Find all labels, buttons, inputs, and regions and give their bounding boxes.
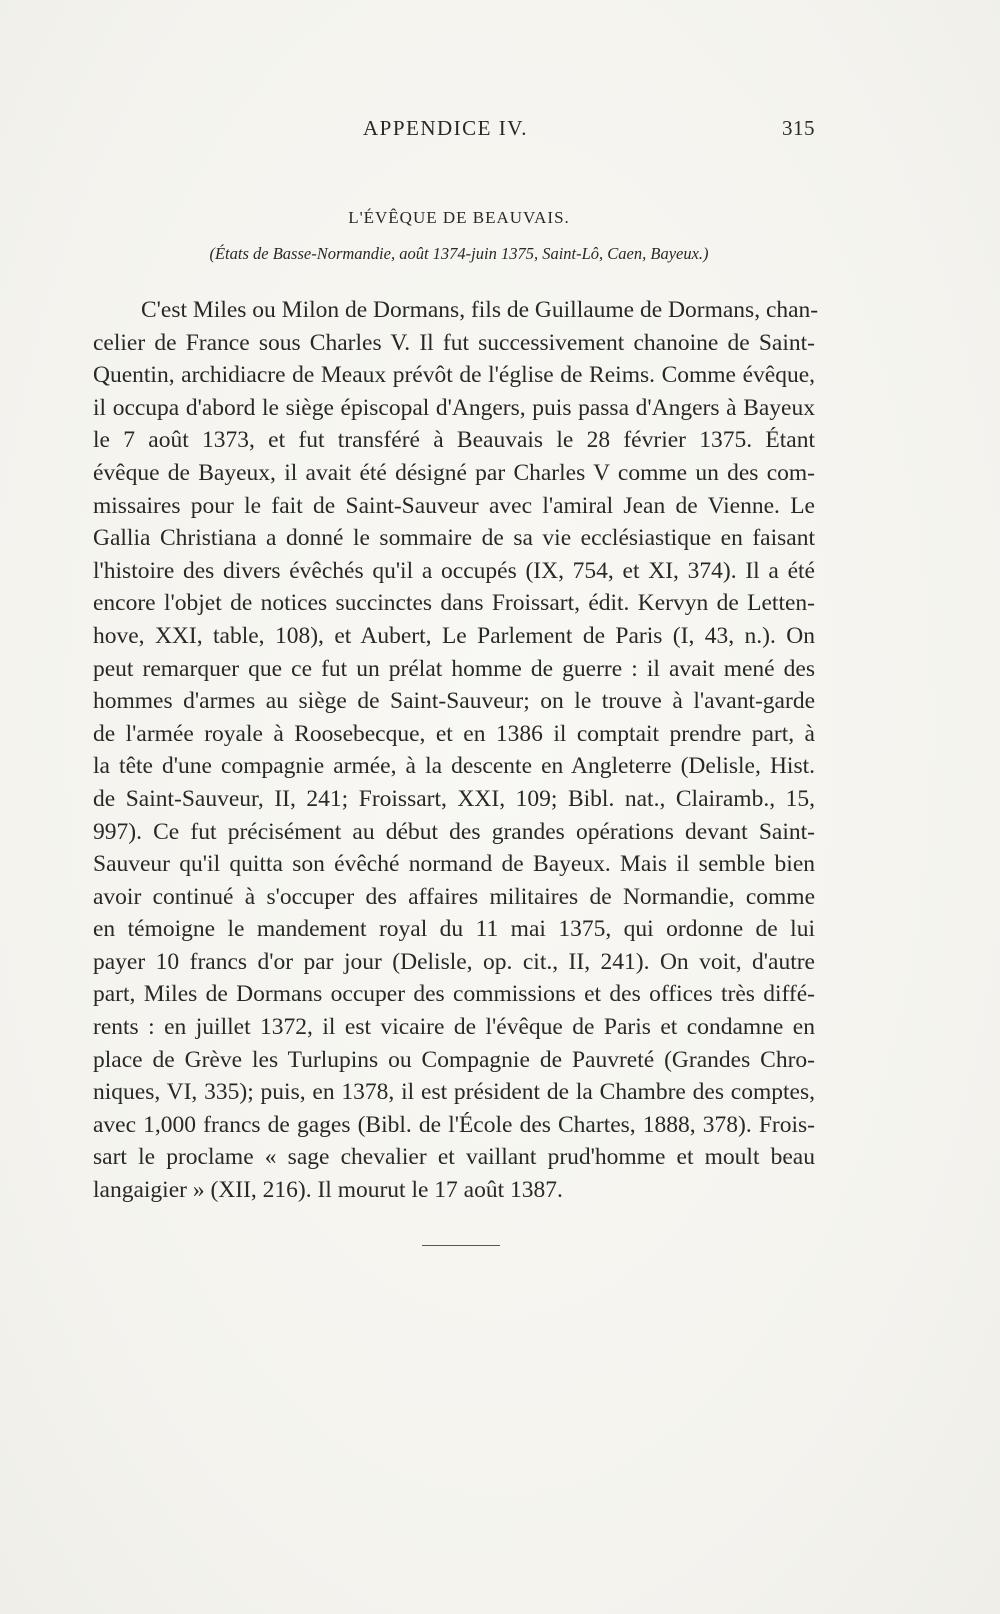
closing-rule (422, 1245, 500, 1246)
text-line: Gallia Christiana a donné le sommaire de sa vie ecclésiastique en faisant (93, 525, 815, 552)
text-line: encore l'objet de notices succinctes dans Froissart, édit. Kervyn de Letten- (93, 590, 815, 617)
text-line: la tête d'une compagnie armée, à la descente en Angleterre (Delisle, Hist. (93, 753, 815, 780)
text-line: hove, XXI, table, 108), et Aubert, Le Parlement de Paris (I, 43, n.). On (93, 622, 815, 649)
text-line: place de Grève les Turlupins ou Compagnie de Pauvreté (Grandes Chro- (93, 1046, 815, 1073)
text-line: langaigier » (XII, 216). Il mourut le 17 août 1387. (93, 1177, 563, 1204)
text-line: niques, VI, 335); puis, en 1378, il est président de la Chambre des comptes, (93, 1079, 815, 1106)
section-title: L'ÉVÊQUE DE BEAUVAIS. (348, 208, 570, 227)
running-header (93, 116, 815, 146)
text-line: l'histoire des divers évêchés qu'il a occupés (IX, 754, et XI, 374). Il a été (93, 557, 815, 584)
text-line: Quentin, archidiacre de Meaux prévôt de l'église de Reims. Comme évêque, (93, 362, 815, 389)
text-line: en témoigne le mandement royal du 11 mai 1375, qui ordonne de lui (93, 916, 815, 943)
text-line: part, Miles de Dormans occuper des commissions et des offices très diffé- (93, 981, 815, 1008)
text-line: celier de France sous Charles V. Il fut successivement chanoine de Saint- (93, 329, 815, 356)
text-line: hommes d'armes au siège de Saint-Sauveur; on le trouve à l'avant-garde (93, 688, 815, 715)
text-line: de l'armée royale à Roosebecque, et en 1386 il comptait prendre part, à (93, 720, 815, 747)
text-line: rents : en juillet 1372, il est vicaire de l'évêque de Paris et condamne en (93, 1014, 815, 1041)
text-line: le 7 août 1373, et fut transféré à Beauvais le 28 février 1375. Étant (93, 427, 815, 454)
text-line: sart le proclame « sage chevalier et vaillant prud'homme et moult beau (93, 1144, 815, 1171)
running-title: APPENDICE IV. (363, 116, 528, 140)
text-line: peut remarquer que ce fut un prélat homme de guerre : il avait mené des (93, 655, 815, 682)
page-number: 315 (782, 116, 815, 140)
text-line: il occupa d'abord le siège épiscopal d'Angers, puis passa d'Angers à Bayeux (93, 394, 815, 421)
text-line: de Saint-Sauveur, II, 241; Froissart, XXI, 109; Bibl. nat., Clairamb., 15, (93, 785, 815, 812)
text-line: missaires pour le fait de Saint-Sauveur avec l'amiral Jean de Vienne. Le (93, 492, 815, 519)
text-line: avec 1,000 francs de gages (Bibl. de l'École des Chartes, 1888, 378). Frois- (93, 1111, 815, 1138)
text-line: C'est Miles ou Milon de Dormans, fils de Guillaume de Dormans, chan- (141, 297, 819, 323)
text-line: 997). Ce fut précisément au début des grandes opérations devant Saint- (93, 818, 815, 845)
text-line: avoir continué à s'occuper des affaires militaires de Normandie, comme (93, 883, 815, 910)
text-line: payer 10 francs d'or par jour (Delisle, op. cit., II, 241). On voit, d'autre (93, 948, 815, 975)
body-paragraph (93, 294, 819, 1207)
text-line: évêque de Bayeux, il avait été désigné par Charles V comme un des com- (93, 459, 815, 486)
section-subtitle: (États de Basse-Normandie, août 1374-juin 1375, Saint-Lô, Caen, Bayeux.) (209, 244, 709, 263)
text-line: Sauveur qu'il quitta son évêché normand de Bayeux. Mais il semble bien (93, 851, 815, 878)
